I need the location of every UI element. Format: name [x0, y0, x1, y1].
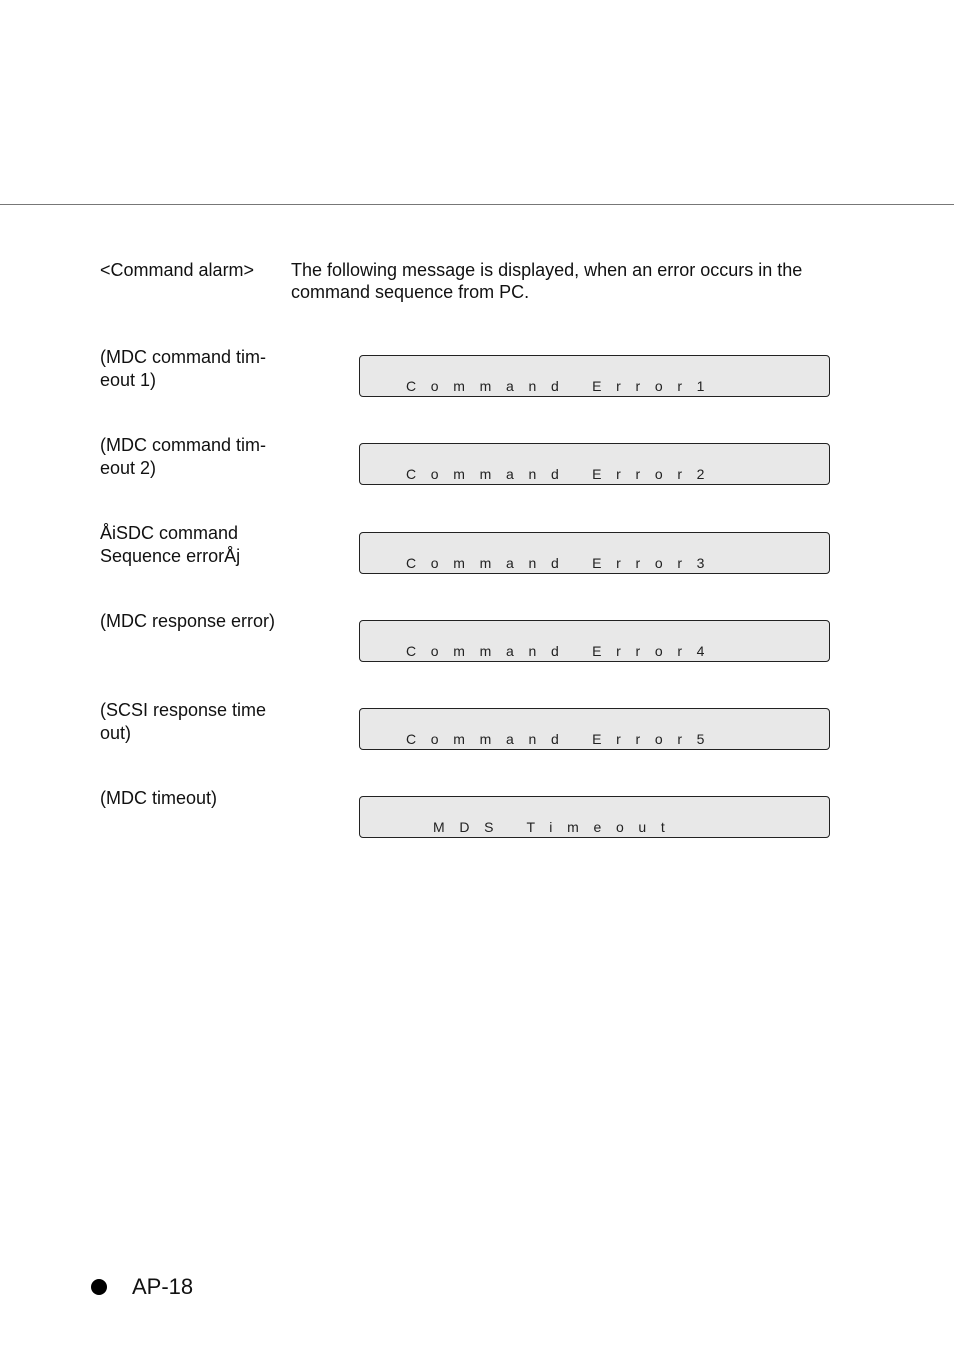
lcd-message-6: MDS Timeout	[433, 819, 680, 835]
page-number: AP-18	[132, 1274, 194, 1299]
lcd-message-1: Command Error1	[406, 378, 720, 394]
lcd-display-2	[359, 443, 830, 485]
alarm-label-4: (MDC response error)	[100, 611, 276, 631]
alarm-label-5: (SCSI response time out)	[100, 700, 267, 743]
alarm-label-3: ÅiSDC command Sequence errorÅj	[100, 523, 241, 566]
lcd-display-6	[359, 796, 830, 838]
lcd-message-3: Command Error3	[406, 555, 720, 571]
lcd-message-5: Command Error5	[406, 731, 720, 747]
lcd-message-2: Command Error2	[406, 466, 720, 482]
alarm-label-1: (MDC command tim-eout 1)	[100, 347, 267, 390]
alarm-label-6: (MDC timeout)	[100, 788, 218, 808]
lcd-display-1	[359, 355, 830, 397]
lcd-display-5	[359, 708, 830, 750]
header-rule	[0, 204, 954, 205]
alarm-label-2: (MDC command tim-eout 2)	[100, 435, 267, 478]
lcd-display-4	[359, 620, 830, 662]
lcd-display-3	[359, 532, 830, 574]
lcd-message-4: Command Error4	[406, 643, 720, 659]
section-description: The following message is displayed, when an error occurs in the command sequence from PC.	[291, 260, 803, 302]
section-heading: <Command alarm>	[100, 260, 255, 280]
footer-bullet-icon	[91, 1279, 107, 1295]
